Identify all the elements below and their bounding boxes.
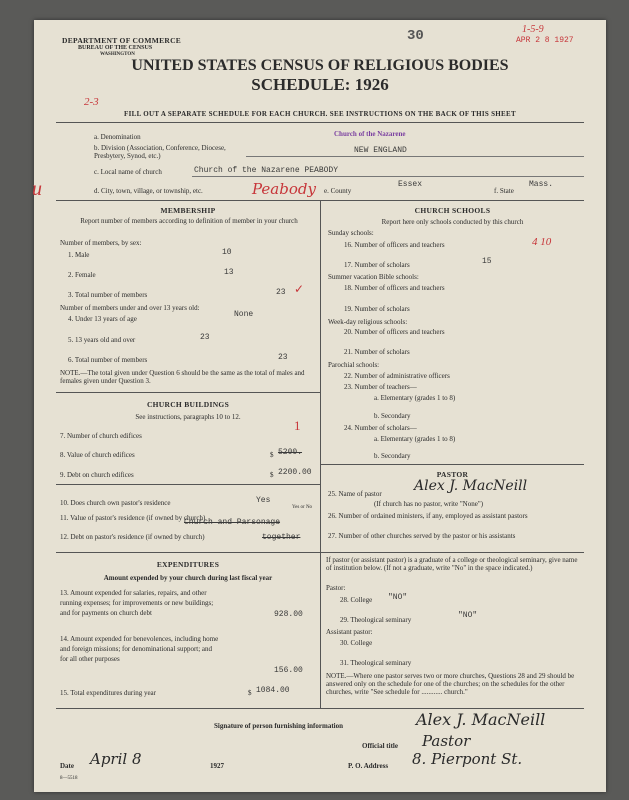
q20-label: 20. Number of officers and teachers xyxy=(344,328,445,336)
q23-label: 23. Number of teachers— xyxy=(344,383,417,391)
q16-value: 4 10 xyxy=(532,236,552,248)
schools-intro: Report here only schools conducted by this church xyxy=(381,218,524,226)
q15-label: 15. Total expenditures during year xyxy=(60,689,156,697)
q2-label: 2. Female xyxy=(68,271,96,279)
membership-intro: Report number of members according to definition of member in your church xyxy=(80,217,298,225)
pastor-name-value: Alex J. MacNeill xyxy=(414,478,528,494)
signature-label: Signature of person furnishing information xyxy=(214,722,343,730)
signature-value: Alex J. MacNeill xyxy=(416,710,546,729)
q23b-label: b. Secondary xyxy=(374,412,411,420)
q18-label: 18. Number of officers and teachers xyxy=(344,284,445,292)
q11-value: Church and Parsonage xyxy=(184,518,281,527)
q17-value: 15 xyxy=(482,257,492,266)
q11-label: 11. Value of pastor's residence (if owned by church) xyxy=(60,514,206,522)
q9-value: 2200.00 xyxy=(278,468,312,477)
q9-dollar: $ xyxy=(270,471,274,479)
q5-value: 23 xyxy=(200,333,210,342)
census-schedule-sheet xyxy=(34,20,606,792)
q5-label: 5. 13 years old and over xyxy=(68,336,136,344)
title-label: Official title xyxy=(362,742,398,750)
membership-rule xyxy=(56,392,320,393)
q21-label: 21. Number of scholars xyxy=(344,348,410,356)
q8-dollar: $ xyxy=(270,451,274,459)
denomination-value: Church of the Nazarene xyxy=(334,130,406,138)
date-value: April 8 xyxy=(90,750,142,768)
pencil-code: 2-3 xyxy=(84,96,99,108)
county-value: Essex xyxy=(398,180,423,189)
received-date-stamp: APR 2 8 1927 xyxy=(516,36,574,45)
q26-label: 26. Number of ordained ministers, if any, employed as assistant pastors xyxy=(328,512,528,520)
bottom-rule xyxy=(56,708,584,709)
q3-value: 23 xyxy=(276,288,286,297)
red-margin-mark: u xyxy=(32,178,42,200)
schools-rule xyxy=(321,464,584,465)
q15-dollar: $ xyxy=(248,689,252,697)
q10-value: Yes xyxy=(256,496,271,505)
q15-value: 1084.00 xyxy=(256,686,290,695)
q24a-label: a. Elementary (grades 1 to 8) xyxy=(374,435,456,443)
stamp-number: 1-5-9 xyxy=(522,24,544,35)
q13-value: 928.00 xyxy=(274,610,303,619)
address-value: 8. Pierpont St. xyxy=(412,750,523,768)
q22-label: 22. Number of administrative officers xyxy=(344,372,450,380)
q29-value: "NO" xyxy=(458,611,478,620)
q6-label: 6. Total number of members xyxy=(68,356,148,364)
q9-label: 9. Debt on church edifices xyxy=(60,471,134,479)
division-label: b. Division (Association, Conference, Diocese, Presbytery, Synod, etc.) xyxy=(94,144,226,160)
schedule-title: SCHEDULE: 1926 xyxy=(251,75,389,94)
q25-note: (If church has no pastor, write "None") xyxy=(374,500,484,508)
year-value: 1927 xyxy=(210,762,224,770)
q13-label: 13. Amount expended for salaries, repairs, and other running expenses; for improvements or new buildings; and for payments on church debt xyxy=(60,589,214,617)
debt-rule xyxy=(56,484,320,485)
sunday-label: Sunday schools: xyxy=(328,229,374,237)
graduate-instructions: If pastor (or assistant pastor) is a graduate of a college or theological seminary, give name of institution below. (If not a graduate, write "No" in the space indicated.) xyxy=(326,556,578,572)
q6-value: 23 xyxy=(278,353,288,362)
header-rule xyxy=(56,122,584,123)
q14-label: 14. Amount expended for benevolences, including home and foreign missions; for denominational support; and for all other purposes xyxy=(60,635,219,663)
expenditures-heading: EXPENDITURES xyxy=(156,560,220,569)
q4-value: None xyxy=(234,310,254,319)
county-label: e. County xyxy=(324,187,352,195)
by-sex-label: Number of members, by sex: xyxy=(60,239,142,247)
age-label: Number of members under and over 13 years old: xyxy=(60,304,200,312)
membership-heading: MEMBERSHIP xyxy=(160,206,216,215)
city-line: WASHINGTON xyxy=(100,52,135,57)
division-line xyxy=(246,156,584,157)
q12-label: 12. Debt on pastor's residence (if owned by church) xyxy=(60,533,205,541)
q28-label: 28. College xyxy=(340,596,373,604)
form-title: UNITED STATES CENSUS OF RELIGIOUS BODIES xyxy=(131,57,509,74)
state-value: Mass. xyxy=(529,180,554,189)
q30-label: 30. College xyxy=(340,639,373,647)
q28-value: "NO" xyxy=(388,593,408,602)
q3-label: 3. Total number of members xyxy=(68,291,148,299)
q4-label: 4. Under 13 years of age xyxy=(68,315,137,323)
state-label: f. State xyxy=(494,187,514,195)
q27-label: 27. Number of other churches served by the pastor or his assistants xyxy=(328,532,516,540)
city-value: Peabody xyxy=(252,180,316,198)
bureau-line: BUREAU OF THE CENSUS xyxy=(78,45,153,51)
expenditures-sub: Amount expended by your church during last fiscal year xyxy=(103,574,273,582)
q1-label: 1. Male xyxy=(68,251,90,259)
church-name-value: Church of the Nazarene PEABODY xyxy=(194,166,339,175)
membership-note: NOTE.—The total given under Question 6 should be the same as the total of males and females given under Question 3. xyxy=(60,369,305,385)
date-label: Date xyxy=(60,762,74,770)
q1-value: 10 xyxy=(222,248,232,257)
pastor-sub-label: Pastor: xyxy=(326,584,346,592)
q29-label: 29. Theological seminary xyxy=(340,616,412,624)
vacation-label: Summer vacation Bible schools: xyxy=(328,273,419,281)
q23a-label: a. Elementary (grades 1 to 8) xyxy=(374,394,456,402)
q8-label: 8. Value of church edifices xyxy=(60,451,135,459)
division-value: NEW ENGLAND xyxy=(354,146,407,155)
check-mark: ✓ xyxy=(294,282,305,296)
parochial-label: Parochial schools: xyxy=(328,361,380,369)
buildings-sub: See instructions, paragraphs 10 to 12. xyxy=(135,413,241,421)
q24b-label: b. Secondary xyxy=(374,452,411,460)
department-line: DEPARTMENT OF COMMERCE xyxy=(62,36,182,45)
church-name-line xyxy=(192,176,584,177)
buildings-rule xyxy=(56,552,320,553)
q31-label: 31. Theological seminary xyxy=(340,659,412,667)
pastor-rule xyxy=(321,552,584,553)
print-code: 8—5518 xyxy=(60,776,78,781)
q2-value: 13 xyxy=(224,268,234,277)
q14-value: 156.00 xyxy=(274,666,303,675)
q12-value: together xyxy=(262,533,301,542)
q17-label: 17. Number of scholars xyxy=(344,261,410,269)
q25-label: 25. Name of pastor xyxy=(328,490,382,498)
column-divider xyxy=(320,200,321,708)
church-name-label: c. Local name of church xyxy=(94,168,162,176)
pastor-heading: PASTOR xyxy=(436,470,469,479)
buildings-heading: CHURCH BUILDINGS xyxy=(146,400,230,409)
address-label: P. O. Address xyxy=(348,762,389,770)
q24-label: 24. Number of scholars— xyxy=(344,424,417,432)
yes-no-hint: Yes or No xyxy=(292,505,313,510)
weekday-label: Week-day religious schools: xyxy=(328,318,408,326)
q19-label: 19. Number of scholars xyxy=(344,305,410,313)
denomination-label: a. Denomination xyxy=(94,133,141,141)
q10-label: 10. Does church own pastor's residence xyxy=(60,499,171,507)
q16-label: 16. Number of officers and teachers xyxy=(344,241,445,249)
form-number: 30 xyxy=(407,28,424,44)
title-value: Pastor xyxy=(422,732,471,750)
assistant-pastor-label: Assistant pastor: xyxy=(326,628,373,636)
schools-heading: CHURCH SCHOOLS xyxy=(414,206,491,215)
q7-label: 7. Number of church edifices xyxy=(60,432,142,440)
pastor-note: NOTE.—Where one pastor serves two or more churches, Questions 28 and 29 should be answered only on the schedule for one of the churches; on the schedules for the other churches, write "See schedule for ............ church." xyxy=(326,672,575,696)
q8-value: 5200. xyxy=(278,448,303,457)
city-label: d. City, town, village, or township, etc. xyxy=(94,187,203,195)
q7-value: 1 xyxy=(294,418,301,433)
instruction-line: FILL OUT A SEPARATE SCHEDULE FOR EACH CHURCH. SEE INSTRUCTIONS ON THE BACK OF THIS SHEET xyxy=(124,110,516,118)
